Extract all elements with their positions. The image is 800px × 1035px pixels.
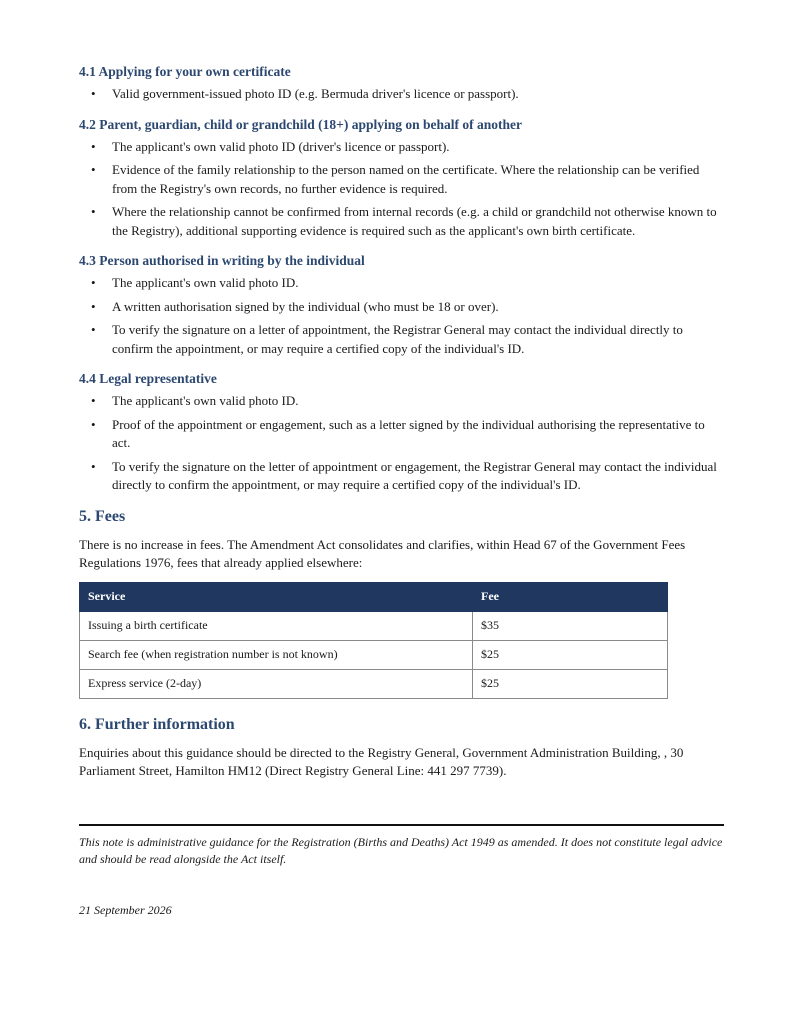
document-body — [79, 63, 724, 790]
service-cell: Search fee (when registration number is not known) — [80, 640, 473, 669]
fees-table — [79, 582, 668, 699]
heading-4-2: 4.2 Parent, guardian, child or grandchild (18+) applying on behalf of another — [79, 116, 522, 132]
further-information-text: Enquiries about this guidance should be directed to the Registry General, Government Administration Building, , 30 Parliament Street, Hamilton HM12 (Direct Registry General Line: 441 297 7739). — [79, 744, 684, 778]
list-item: • To verify the signature on the letter of appointment or engagement, the Registrar General may contact the individual directly to confirm the appointment, or may require a certified copy of the individual's ID. — [79, 458, 724, 495]
fee-cell: $25 — [473, 640, 668, 669]
service-cell: Express service (2-day) — [80, 669, 473, 698]
list-item: • Valid government-issued photo ID (e.g. Bermuda driver's licence or passport). — [79, 85, 724, 104]
document-date: 21 September 2026 — [79, 903, 172, 917]
column-header-fee: Fee — [473, 582, 668, 611]
fees-intro: There is no increase in fees. The Amendment Act consolidates and clarifies, within Head 67 of the Government Fees Regulations 1976, fees that already applied elsewhere: — [79, 536, 686, 570]
list-4-1 — [79, 85, 724, 104]
fee-cell: $25 — [473, 669, 668, 698]
service-cell: Issuing a birth certificate — [80, 611, 473, 640]
list-item: • Proof of the appointment or engagement, such as a letter signed by the individual authorising the representative to act. — [79, 416, 724, 453]
list-item: • The applicant's own valid photo ID (driver's licence or passport). — [79, 138, 724, 157]
list-4-3 — [79, 274, 724, 358]
list-item: • A written authorisation signed by the individual (who must be 18 or over). — [79, 298, 724, 317]
table-header-row — [80, 582, 668, 611]
heading-4-3: 4.3 Person authorised in writing by the individual — [79, 253, 365, 268]
table-row — [80, 640, 668, 669]
heading-further-information: 6. Further information — [79, 715, 235, 733]
list-item: • The applicant's own valid photo ID. — [79, 274, 724, 293]
list-4-2 — [79, 138, 724, 241]
list-item: • Where the relationship cannot be confirmed from internal records (e.g. a child or grandchild not otherwise known to the Registry), additional supporting evidence is required such as the applicant's own birth certificate. — [79, 203, 724, 240]
table-row — [80, 611, 668, 640]
list-4-4 — [79, 392, 724, 495]
heading-4-1: 4.1 Applying for your own certificate — [79, 64, 291, 79]
heading-fees: 5. Fees — [79, 507, 126, 525]
column-header-service: Service — [80, 582, 473, 611]
footnote: This note is administrative guidance for the Registration (Births and Deaths) Act 1949 as amended. It does not constitute legal advice and should be read alongside the Act itself. — [79, 835, 723, 866]
footnote-divider — [79, 824, 724, 826]
fee-cell: $35 — [473, 611, 668, 640]
list-item: • The applicant's own valid photo ID. — [79, 392, 724, 411]
list-item: • Evidence of the family relationship to the person named on the certificate. Where the relationship can be verified from the Registry's own records, no further evidence is required. — [79, 161, 724, 198]
heading-4-4: 4.4 Legal representative — [79, 371, 217, 386]
list-item: • To verify the signature on a letter of appointment, the Registrar General may contact the individual directly to confirm the appointment, or may require a certified copy of the individual's ID. — [79, 321, 724, 358]
table-row — [80, 669, 668, 698]
